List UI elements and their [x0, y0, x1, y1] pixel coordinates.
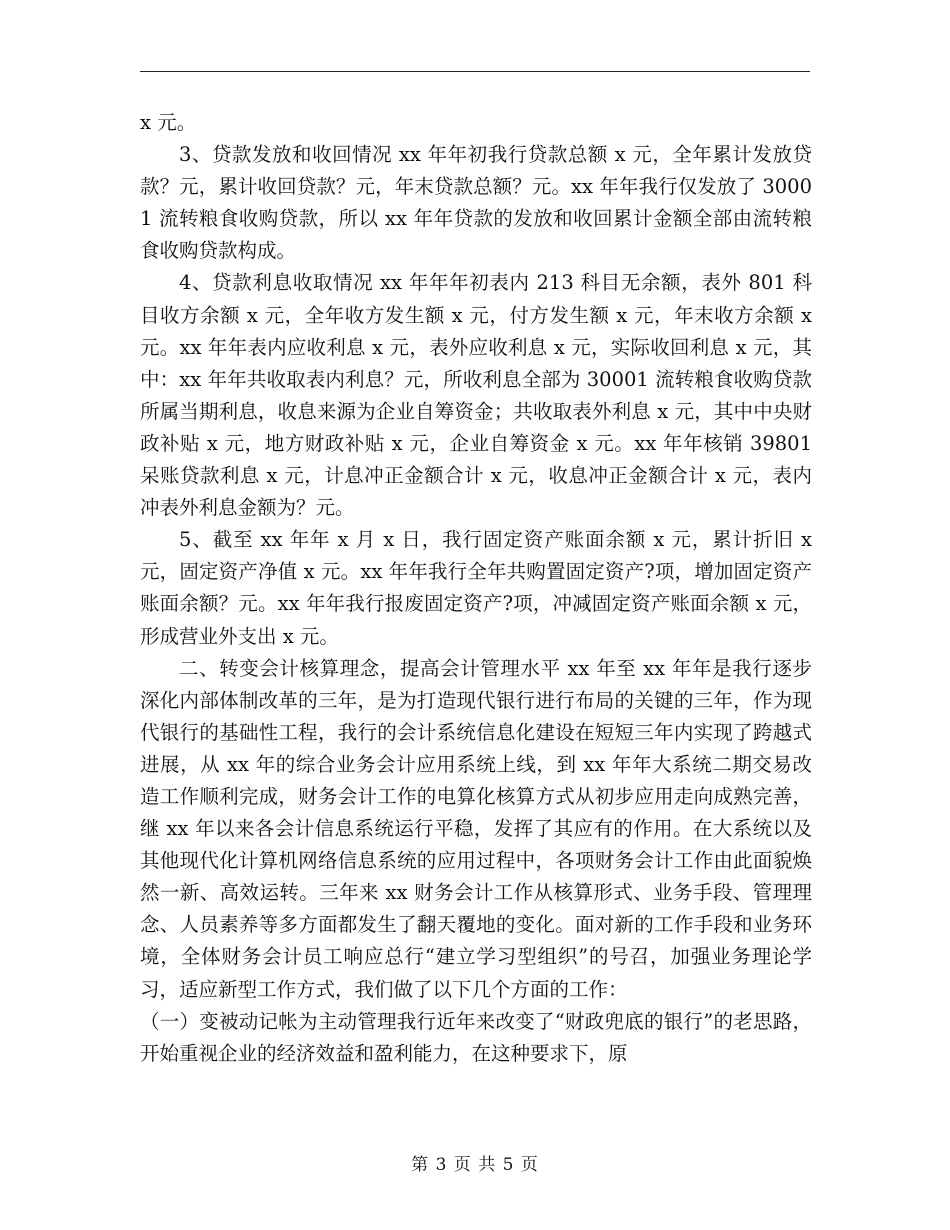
paragraph-subsection-one: （一）变被动记帐为主动管理我行近年来改变了“财政兜底的银行”的老思路，开始重视企业的经济效益和盈利能力，在这种要求下，原 [140, 1009, 812, 1065]
paragraph-continuation: x 元。 [140, 111, 197, 134]
body-text [140, 107, 812, 1070]
paragraph-loans: 3、贷款发放和收回情况 xx 年年初我行贷款总额 x 元，全年累计发放贷款？元，累计收回贷款？元，年末贷款总额？元。xx 年年我行仅发放了 30001 流转粮食收购贷款，所以 xx 年年贷款的发放和收回累计金额全部由流转粮食收购贷款构成。 [140, 143, 812, 263]
paragraph-fixed-assets: 5、截至 xx 年年 x 月 x 日，我行固定资产账面余额 x 元，累计折旧 x 元，固定资产净值 x 元。xx 年年我行全年共购置固定资产?项，增加固定资产账面余额？元。xx 年年我行报废固定资产?项，冲减固定资产账面余额 x 元，形成营业外支出 x 元。 [140, 528, 812, 648]
header-rule [140, 71, 810, 72]
paragraph-interest: 4、贷款利息收取情况 xx 年年年初表内 213 科目无余额，表外 801 科目收方余额 x 元，全年收方发生额 x 元，付方发生额 x 元，年末收方余额 x 元。xx 年年表内应收利息 x 元，表外应收利息 x 元，实际收回利息 x 元，其中：xx 年年共收取表内利息？元，所收利息全部为 30001 流转粮食收购贷款所属当期利息，收息来源为企业自筹资金；共收取表外利息 x 元，其中中央财政补贴 x 元，地方财政补贴 x 元，企业自筹资金 x 元。xx 年年核销 39801 呆账贷款利息 x 元，计息冲正金额合计 x 元，收息冲正金额合计 x 元，表内冲表外利息金额为？元。 [140, 271, 812, 520]
page-number-footer: 第 3 页 共 5 页 [411, 1155, 539, 1175]
paragraph-section-two: 二、转变会计核算理念，提高会计管理水平 xx 年至 xx 年年是我行逐步深化内部体制改革的三年，是为打造现代银行进行布局的关键的三年，作为现代银行的基础性工程，我行的会计系统信息化建设在短短三年内实现了跨越式进展，从 xx 年的综合业务会计应用系统上线，到 xx 年年大系统二期交易改造工作顺利完成，财务会计工作的电算化核算方式从初步应用走向成熟完善，继 xx 年以来各会计信息系统运行平稳，发挥了其应有的作用。在大系统以及其他现代化计算机网络信息系统的应用过程中，各项财务会计工作由此面貌焕然一新、高效运转。三年来 xx 财务会计工作从核算形式、业务手段、管理理念、人员素养等多方面都发生了翻天覆地的变化。面对新的工作手段和业务环境，全体财务会计员工响应总行“建立学习型组织”的号召，加强业务理论学习，适应新型工作方式，我们做了以下几个方面的工作： [140, 656, 812, 1001]
